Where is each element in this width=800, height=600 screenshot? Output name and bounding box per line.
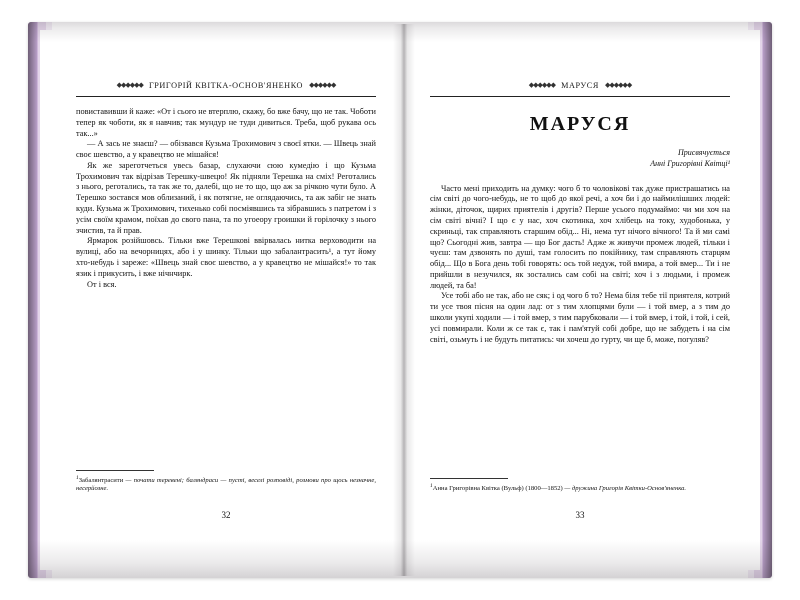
left-footnote-rule xyxy=(76,470,154,471)
right-header-rule xyxy=(430,96,730,97)
left-page xyxy=(76,78,376,528)
book-gutter xyxy=(393,24,415,576)
footnote-term: Забалянтрасити xyxy=(78,476,124,484)
paragraph: Як же зареготчеться увесь базар, слухаючи сюю кумедію і що Кузьма Трохимович так відрізав Терешку-швецю! Як підняли Терешка на сміх! Реготались з нього, реготались, та так же то, далебі, що не то що, що аж за річкою чути було. А Терешко зостався мов облизаний, і як потягне, не оглядаючись, та аж забіг не знать куди. Кузьма ж Трохимович, тихенько собі посміявшись та зібравшись з патретом і з усім своїм крамом, поїхав до свого пана, та по угоеору гроишки й горілочку з нього зчистив, та й прав. xyxy=(76,160,376,235)
paragraph: Ярмарок розійшовсь. Тільки вже Терешкові ввірвалась нитка верховодити на вулиці, або на вечорницях, або і у шинку. Тільки що забалантрасить¹, а тут йому хто-небудь і зареже: «Швець знай своє шевство, а у кравецтво не мішайся!» то так язик і прикусить, і вже нічнчирк. xyxy=(76,236,376,278)
left-running-head-title: ГРИГОРІЙ КВІТКА-ОСНОВ'ЯНЕНКО xyxy=(148,80,304,90)
right-running-head xyxy=(430,78,730,92)
dedication-line-1: Присвячується xyxy=(678,148,730,157)
left-footnote xyxy=(76,475,376,494)
book-edge-left xyxy=(28,22,37,578)
dedication-line-2: Анні Григорівні Квітці¹ xyxy=(650,158,730,168)
left-running-head xyxy=(76,78,376,92)
left-header-rule xyxy=(76,96,376,97)
paragraph: Часто мені приходить на думку: чого б то чоловікові так дуже пристрашатись на сім світі до чого-небудь, не то щоб до якої речі, а хоч би і до наймилішших людей: жінки, діточок, щирих приятелів і другів? Перше усього подумаймо: чи ми хоч на сім світі вічні? І що є у нас, хоч скотинка, хоч хлібець на току, худобонька, у скриньці, так справляють старшим обід... Ні, нема тут нічого вічного! Та й ми самі що? Сьогодні жив, завтра — що Бог дасть! Адже ж живучи промеж людей, тільки і чуєш: там дзвонять по душі, там голосить по покійнику, там справляють старцям обід... Що в Бога день тобі говорять: ось той недуж, той вмира, а той вмер... Ти і не прийшли в незучился, як зостались сам собі на світі; хоч і з людьми, і промеж людей, та ба! xyxy=(430,183,730,290)
footnote-marker: 1 xyxy=(430,483,433,490)
chapter-title: МАРУСЯ xyxy=(529,113,631,135)
right-running-head-title: МАРУСЯ xyxy=(561,80,599,90)
right-footnote-rule xyxy=(430,478,508,479)
dedication xyxy=(430,148,730,170)
footnote-text: — почати теревені; баляндраси — пусті, веселі розповіді, розмови про щось незначне, несерйозне. xyxy=(76,476,376,493)
footnote-text: — дружина Григорія Квітки-Основ'яненка. xyxy=(562,485,687,493)
right-footnote-area xyxy=(430,478,730,494)
ornament-right-icon: ◆◆◆◆◆◆ xyxy=(604,81,632,89)
paragraph: Усе тобі або не так, або не сяк; і од чого б то? Нема біля тебе тії приятеля, котрий ти усе твоя пісня на один лад: от з тим хлопцями були — і той вмер, а з тим до школи укупі ходили — і той вмер, з тим парубковали — і той вмер, і той, і той, і сей, усі повмирали. Коли ж се так є, так і пам'ятуй собі добре, що не забудеть і на сім світі, озьмуть і не будуть питатись: чи хочеш до гурту, чи ще б, може, погуляв? xyxy=(430,291,730,344)
left-footnote-area xyxy=(76,470,376,494)
right-body-text xyxy=(430,184,730,346)
ornament-left-icon: ◆◆◆◆◆◆ xyxy=(116,81,143,89)
right-page xyxy=(430,78,730,528)
ornament-left-icon: ◆◆◆◆◆◆ xyxy=(528,81,556,89)
book-edge-right xyxy=(763,22,772,578)
paragraph: От і вся. xyxy=(87,279,117,289)
left-page-number: 32 xyxy=(221,510,231,520)
footnote-term: Анна Григорівна Квітка (Вульф) (1800—1852) xyxy=(432,485,563,493)
right-page-number: 33 xyxy=(575,510,585,520)
left-body-text xyxy=(76,107,376,290)
footnote-marker: 1 xyxy=(76,474,79,481)
paragraph: повиставивши й каже: «От і сього не втерплю, скажу, бо вже бачу, що не так. Чоботи тепер як чоботи, як я навчив; так мундур не туди дивиться. Треба, щоб рукава ось так...» xyxy=(76,107,376,138)
paragraph: — А зась не знаєш? — обізвався Кузьма Трохимович з своєї ятки. — Швець знай своє шевство, а у кравецтво не мішайся! xyxy=(76,139,376,160)
ornament-right-icon: ◆◆◆◆◆◆ xyxy=(309,81,336,89)
right-footnote xyxy=(430,483,730,494)
